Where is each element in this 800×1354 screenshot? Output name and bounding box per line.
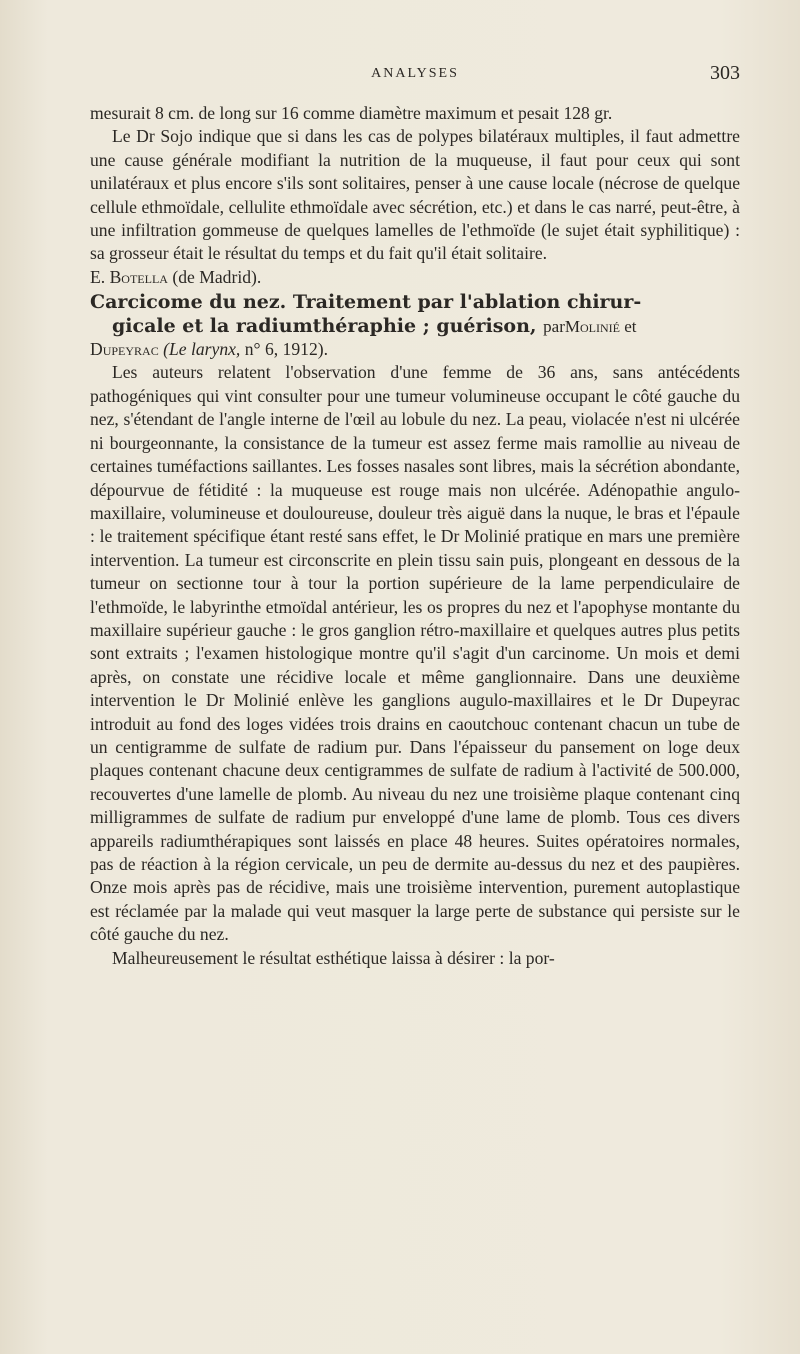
byline-et: et [624,316,637,336]
article-title-line2: gicale et la radiumthéraphie ; guérison, [112,314,537,337]
page-body [90,102,740,970]
article-title-line1: Carcicome du nez. Traitement par l'ablation chirur- [90,291,642,314]
journal-name: (Le larynx, [163,339,241,360]
signature-name: Botella [109,266,168,287]
page-number: 303 [710,62,740,84]
running-title: ANALYSES [371,66,459,81]
paragraph-observation: Les auteurs relatent l'observation d'une femme de 36 ans, sans antécédents pathogéniques qui vint consulter pour une tumeur volumineuse occupant le côté gauche du nez, s'étendant de l'angle interne de l'œil au lobule du nez. La peau, violacée n'est ni ulcérée ni bourgeonnante, la consistance de la tumeur est assez ferme mais ramollie au niveau de certaines tuméfactions saillantes. Les fosses nasales sont libres, mais la sécrétion abondante, dépourvue de fétidité : la muqueuse est rouge mais non ulcérée. Adénopathie angulo-maxillaire, volumineuse et douloureuse, douleur très aiguë dans la nuque, le bras et l'épaule : le traitement spécifique étant resté sans effet, le Dr Molinié pratique en mars une première intervention. La tumeur est circonscrite en plein tissu sain puis, plongeant en dessous de la tumeur on sectionne tour à tour la portion supérieure de la lame perpendiculaire de l'ethmoïde, le labyrinthe etmoïdal antérieur, les os propres du nez et l'apophyse montante du maxillaire supérieur gauche : le gros ganglion rétro-maxillaire et quelques autres plus petits sont extraits ; l'examen histologique montre qu'il s'agit d'un carcinome. Un mois et demi après, on constate une récidive locale et même ganglionnaire. Dans une deuxième intervention le Dr Molinié enlève les ganglions augulo-maxillaires et le Dr Dupeyrac introduit au fond des loges vidées trois drains en caoutchouc contenant chacun un tube de un centigramme de sulfate de radium pur. Dans l'épaisseur du pansement on loge deux plaques contenant chacune deux centigrammes de sulfate de radium à l'activité de 500.000, recouvertes d'une lamelle de plomb. Au niveau du nez une troisième plaque contenant cinq milligrammes de sulfate de radium pur enveloppé d'une lame de plomb. Tous ces divers appareils radiumthérapiques sont laissés en place 48 heures. Suites opératoires normales, pas de réaction à la région cervicale, un peu de dermite au-dessus du nez et des paupières. Onze mois après pas de récidive, mais une troisième intervention, purement autoplastique est réclamée par la malade qui veut masquer la large perte de substance qui persiste sur le côté gauche du nez. [90,362,740,945]
paragraph-sojo: Le Dr Sojo indique que si dans les cas de polypes bilatéraux multiples, il faut admettre une cause générale modifiant la nutrition de la muqueuse, il faut pour ceux qui sont unilatéraux et plus encore s'ils sont solitaires, penser à une cause locale (nécrose de quelque cellule ethmoïdale, cellulite ethmoïdale avec sécrétion, etc.) et dans le cas narré, peut-être, à une infiltration gommeuse de quelques lamelles de l'ethmoïde (le sujet était syphilitique) : sa grosseur était le résultat du temps et du fait qu'il était solitaire. [90,126,740,264]
signature [90,266,740,289]
article-citation [90,338,740,361]
paragraph-result: Malheureusement le résultat esthétique laissa à désirer : la por- [112,947,555,968]
paragraph-previous-end: mesurait 8 cm. de long sur 16 comme diamètre maximum et pesait 128 gr. [90,103,613,123]
journal-ref: n° 6, 1912). [244,339,329,360]
running-header [90,62,740,88]
author-dupeyrac: Dupeyrac [90,339,159,360]
article-byline [543,317,636,336]
signature-place: (de Madrid). [172,266,262,287]
author-molinie: Molinié [564,316,620,336]
article-title [90,291,740,361]
signature-initial: E. [90,266,106,287]
byline-par: par [543,316,565,336]
